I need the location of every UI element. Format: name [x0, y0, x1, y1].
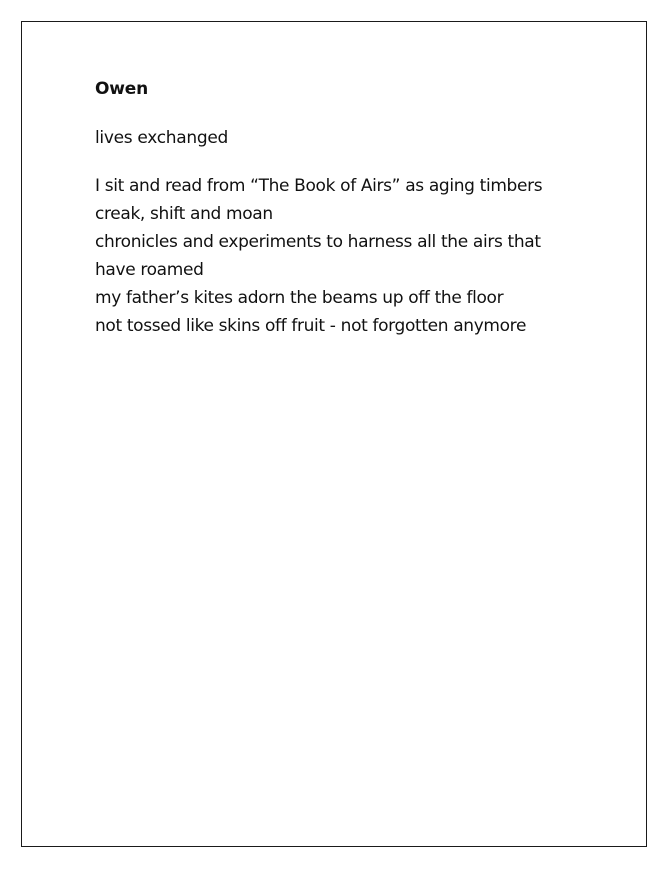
poem-line: chronicles and experiments to harness all the airs that have roamed [95, 232, 541, 280]
poem-line: my father’s kites adorn the beams up off the floor [95, 288, 504, 308]
author-name: Owen [95, 79, 148, 99]
document-page [21, 21, 647, 847]
poem [95, 75, 565, 340]
poem-line: I sit and read from “The Book of Airs” as aging timbers creak, shift and moan [95, 176, 543, 224]
poem-stanza [95, 172, 565, 340]
poem-title: lives exchanged [95, 128, 229, 148]
poem-line: not tossed like skins off fruit - not forgotten anymore [95, 316, 527, 336]
